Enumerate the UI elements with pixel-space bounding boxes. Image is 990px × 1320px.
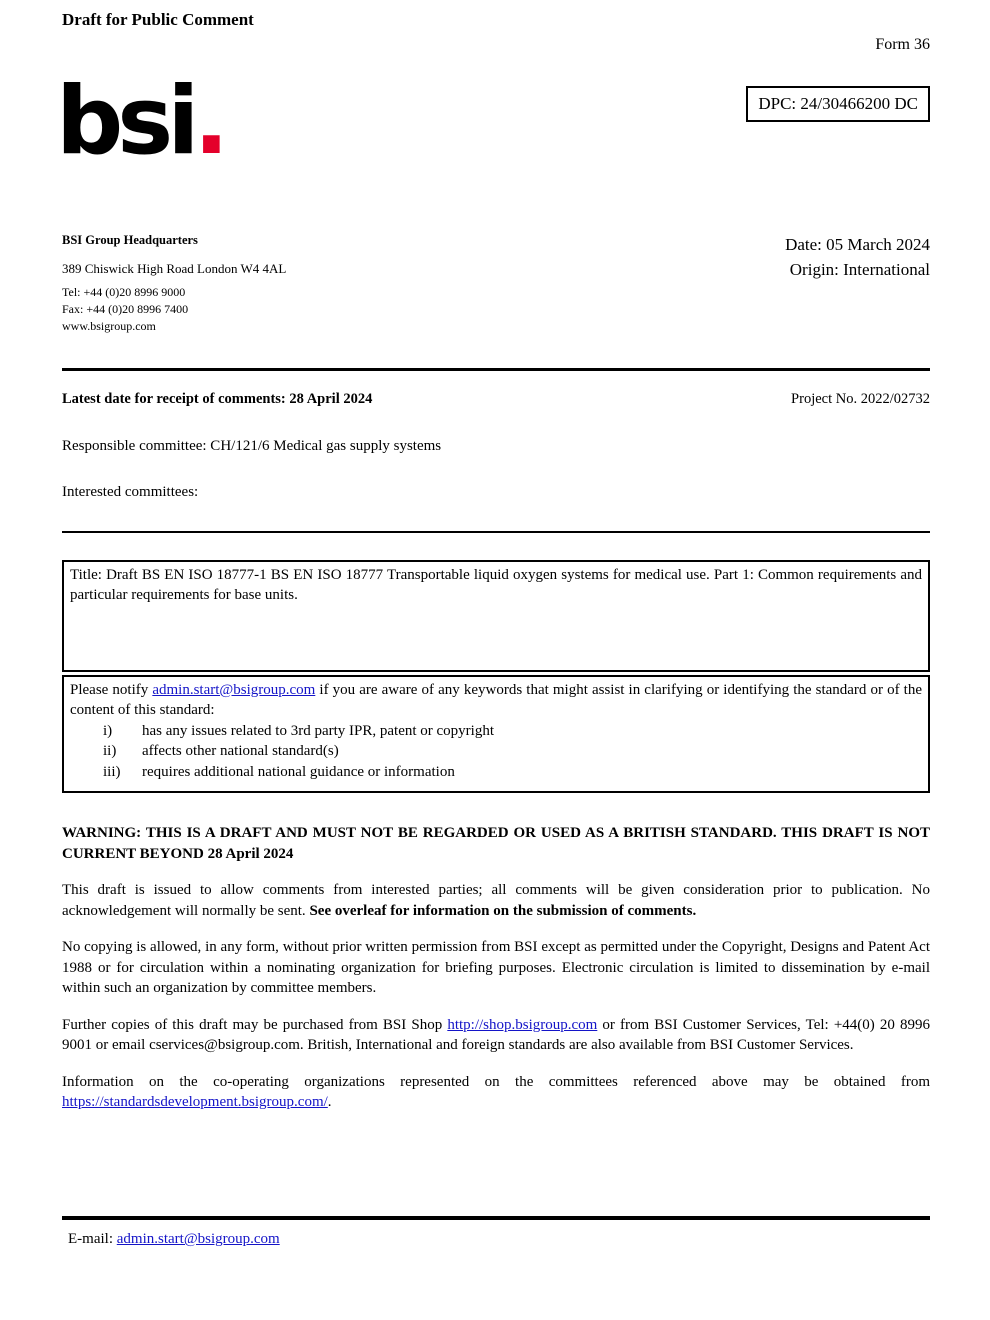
standards-development-link[interactable]: https://standardsdevelopment.bsigroup.com/	[62, 1094, 328, 1110]
comments-deadline-row	[62, 389, 930, 410]
project-number: Project No. 2022/02732	[791, 391, 930, 407]
cooperating-orgs-suffix: .	[327, 1094, 332, 1110]
draft-for-public-comment-heading: Draft for Public Comment	[62, 10, 254, 29]
form-number: Form 36	[875, 36, 930, 53]
date-label: Date: 05 March 2024	[785, 235, 930, 254]
comments-paragraph-bold: See overleaf for information on the submission of comments.	[309, 902, 697, 919]
origin-label: Origin: International	[789, 260, 930, 279]
admin-email-link[interactable]: admin.start@bsigroup.com	[152, 681, 316, 698]
responsible-committee-line: Responsible committee: CH/121/6 Medical gas supply systems	[62, 437, 442, 454]
further-copies-paragraph	[62, 1015, 930, 1056]
comments-paragraph	[62, 880, 930, 921]
further-copies-prefix: Further copies of this draft may be purchased from BSI Shop	[62, 1016, 448, 1033]
dpc-reference-box	[746, 86, 930, 122]
latest-date-label: Latest date for receipt of comments: 28 April 2024	[62, 391, 373, 407]
bsi-logo	[56, 66, 229, 179]
keyword-item-2-text: affects other national standard(s)	[142, 743, 339, 759]
keywords-box	[62, 675, 930, 794]
cooperating-orgs-paragraph	[62, 1072, 930, 1113]
footer-email-label: E-mail:	[68, 1231, 117, 1247]
keyword-item-3-num: iii)	[103, 763, 121, 780]
date-origin-block	[785, 232, 930, 282]
cooperating-orgs-prefix: Information on the co-operating organizations represented on the committees referenced above may be obtained from	[62, 1073, 930, 1090]
bsi-logo-dot: .	[193, 67, 230, 176]
top-divider	[62, 368, 930, 371]
keyword-item-2	[70, 741, 922, 762]
keyword-item-1-text: has any issues related to 3rd party IPR, patent or copyright	[142, 722, 495, 739]
title-box	[62, 560, 930, 672]
draft-warning: WARNING: THIS IS A DRAFT AND MUST NOT BE REGARDED OR USED AS A BRITISH STANDARD. THIS DRAFT IS NOT CURRENT BEYOND 28 April 2024	[62, 825, 930, 862]
bottom-divider	[62, 1216, 930, 1220]
hq-label: BSI Group Headquarters	[62, 233, 198, 247]
further-copies-suffix: or from BSI Customer Services, Tel: +44(0) 20 8996 9001 or email cservices@bsigroup.com. British, International and foreign standards are also available from BSI Customer Services.	[62, 1016, 930, 1053]
keyword-item-1-num: i)	[103, 722, 113, 739]
keyword-item-1	[70, 721, 922, 742]
keywords-intro	[70, 680, 922, 721]
hq-address: 389 Chiswick High Road London W4 4AL	[62, 261, 287, 276]
interested-committees-line: Interested committees:	[62, 484, 199, 500]
mid-divider	[62, 531, 930, 533]
bsi-logo-text: bsi	[56, 67, 194, 176]
hq-fax: Fax: +44 (0)20 8996 7400	[62, 302, 189, 316]
keyword-item-2-num: ii)	[103, 743, 117, 759]
hq-website: www.bsigroup.com	[62, 319, 156, 333]
footer-email-link[interactable]: admin.start@bsigroup.com	[116, 1231, 280, 1247]
footer-email-line	[68, 1231, 280, 1248]
title-text: Title: Draft BS EN ISO 18777-1 BS EN ISO 18777 Transportable liquid oxygen systems for medical use. Part 1: Common requirements and particular requirements for base units.	[70, 566, 922, 603]
document-body	[62, 368, 930, 1113]
keywords-intro-prefix: Please notify	[70, 681, 153, 698]
keywords-intro-suffix: if you are aware of any keywords that might assist in clarifying or identifying the standard or of the content of this standard:	[70, 681, 923, 718]
keyword-item-3-text: requires additional national guidance or information	[142, 763, 455, 780]
contact-block	[62, 232, 286, 335]
comments-paragraph-text: This draft is issued to allow comments from interested parties; all comments will be given consideration prior to publication. No acknowledgement will normally be sent.	[62, 882, 930, 919]
keyword-item-3	[70, 762, 922, 783]
hq-tel: Tel: +44 (0)20 8996 9000	[62, 285, 186, 299]
copying-paragraph: No copying is allowed, in any form, without prior written permission from BSI except as permitted under the Copyright, Designs and Patent Act 1988 or for circulation within a nominating organization for briefing purposes. Electronic circulation is limited to dissemination by e-mail within such an organization by committee members.	[62, 939, 930, 996]
bsi-shop-link[interactable]: http://shop.bsigroup.com	[447, 1016, 598, 1033]
dpc-reference-text: DPC: 24/30466200 DC	[758, 94, 918, 113]
